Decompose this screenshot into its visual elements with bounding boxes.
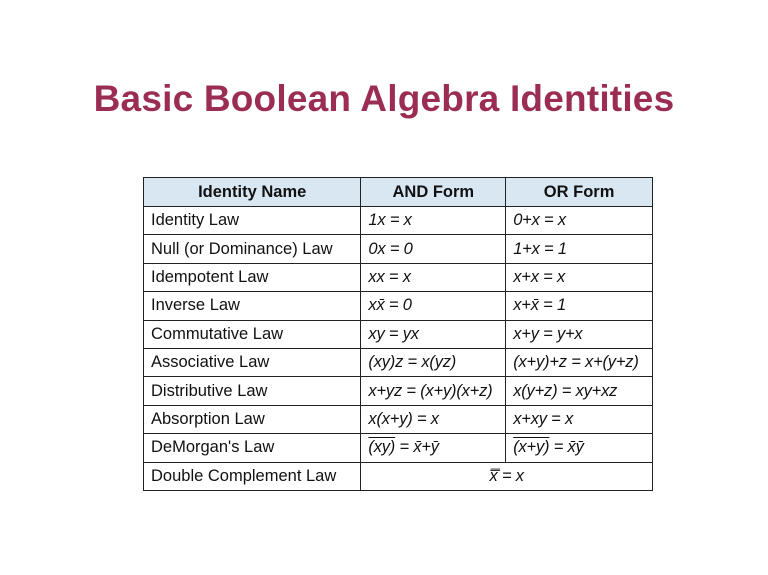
identity-name-cell: Absorption Law (144, 405, 361, 433)
table-row (144, 405, 653, 433)
complemented-term: (xy) (368, 438, 396, 457)
or-form-cell: x(y+z) = xy+xz (506, 377, 653, 405)
table-row (144, 348, 653, 376)
and-form-cell: xx = x (361, 263, 506, 291)
identity-name-cell: Idempotent Law (144, 263, 361, 291)
complemented-term: (x+y) (513, 438, 550, 457)
table-row (144, 235, 653, 263)
identity-name-cell: Distributive Law (144, 377, 361, 405)
header-or-form: OR Form (506, 178, 653, 207)
identity-name-cell: Commutative Law (144, 320, 361, 348)
double-complement-formula-cell: x̿ = x (361, 462, 653, 490)
identities-table (143, 177, 653, 491)
or-form-cell: 1+x = 1 (506, 235, 653, 263)
table-row (144, 320, 653, 348)
table-row (144, 292, 653, 320)
identity-name-cell: Associative Law (144, 348, 361, 376)
page-title: Basic Boolean Algebra Identities (93, 78, 675, 119)
table-row (144, 377, 653, 405)
table-header-row (144, 178, 653, 207)
or-form-cell: (x+y) = x̄ȳ (506, 434, 653, 462)
header-and-form: AND Form (361, 178, 506, 207)
and-form-cell: (xy)z = x(yz) (361, 348, 506, 376)
or-form-cell: (x+y)+z = x+(y+z) (506, 348, 653, 376)
and-form-cell: x(x+y) = x (361, 405, 506, 433)
identity-name-cell: Inverse Law (144, 292, 361, 320)
and-form-cell: (xy) = x̄+ȳ (361, 434, 506, 462)
header-identity-name: Identity Name (144, 178, 361, 207)
identity-name-cell: Null (or Dominance) Law (144, 235, 361, 263)
or-form-cell: 0+x = x (506, 207, 653, 235)
table-row (144, 462, 653, 490)
identity-name-cell: Identity Law (144, 207, 361, 235)
and-form-cell: xy = yx (361, 320, 506, 348)
and-form-cell: x+yz = (x+y)(x+z) (361, 377, 506, 405)
or-form-cell: x+x = x (506, 263, 653, 291)
or-form-cell: x+y = y+x (506, 320, 653, 348)
identity-name-cell: Double Complement Law (144, 462, 361, 490)
or-form-cell: x+x̄ = 1 (506, 292, 653, 320)
and-form-cell: 1x = x (361, 207, 506, 235)
and-form-cell: xx̄ = 0 (361, 292, 506, 320)
table-row (144, 263, 653, 291)
table-row (144, 207, 653, 235)
and-form-cell: 0x = 0 (361, 235, 506, 263)
or-form-cell: x+xy = x (506, 405, 653, 433)
identity-name-cell: DeMorgan's Law (144, 434, 361, 462)
table-row (144, 434, 653, 462)
